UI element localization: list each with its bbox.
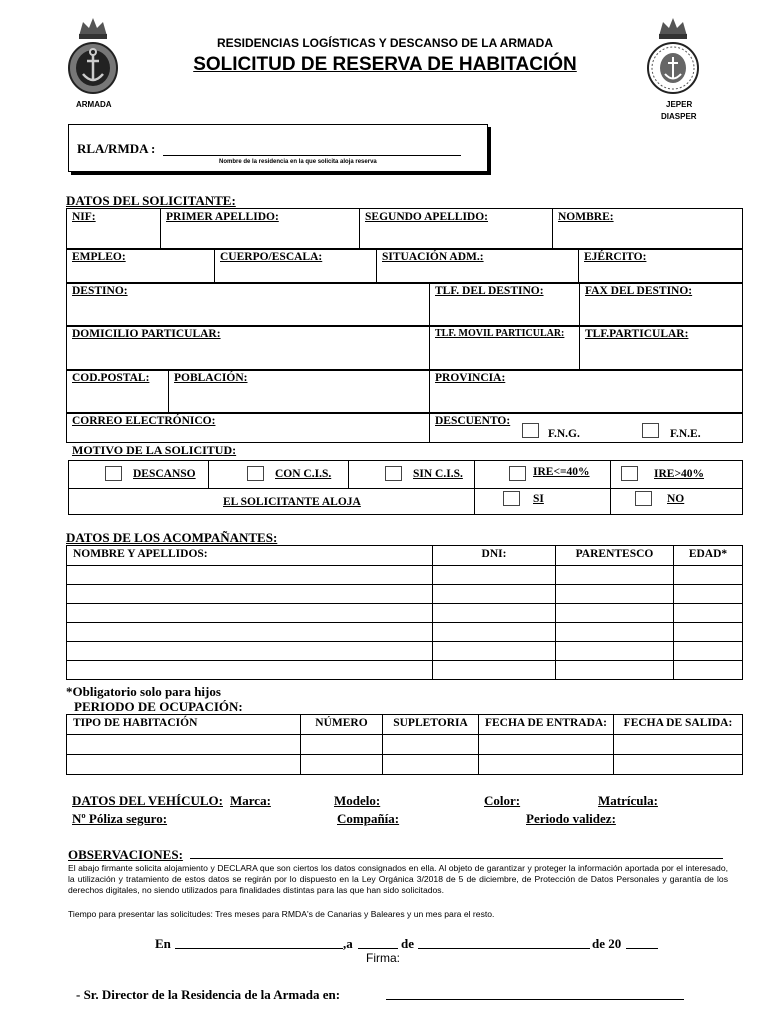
de-label: de xyxy=(401,936,414,951)
hijos-note: *Obligatorio solo para hijos xyxy=(66,684,221,699)
aloja-cell xyxy=(69,489,475,515)
primer-apellido-field[interactable]: PRIMER APELLIDO: xyxy=(161,209,360,250)
table-row xyxy=(67,604,743,623)
solicitante-row4 xyxy=(66,325,743,371)
table-row xyxy=(67,661,743,680)
no-label: NO xyxy=(667,493,685,505)
col-entrada: FECHA DE ENTRADA: xyxy=(479,715,614,735)
table-row xyxy=(67,735,743,755)
matricula-label: Matrícula: xyxy=(598,793,658,808)
ire-gt-checkbox[interactable] xyxy=(621,466,638,481)
a-label: ,a xyxy=(343,936,353,951)
fne-label: F.N.E. xyxy=(670,428,701,440)
rla-hint: Nombre de la residencia en la que solicita aloja reserva xyxy=(219,159,377,165)
sin-cis-cell xyxy=(349,461,475,489)
vehiculo-label: DATOS DEL VEHÍCULO: xyxy=(72,793,223,808)
fne-checkbox[interactable] xyxy=(642,423,659,438)
tiempo-text: Tiempo para presentar las solicitudes: Tres meses para RMDA's de Canarias y Baleares y un mes para el resto. xyxy=(68,909,495,919)
validez-label: Periodo validez: xyxy=(526,811,616,826)
con-cis-cell xyxy=(209,461,349,489)
table-row xyxy=(67,566,743,585)
de20-label: de 20 xyxy=(592,936,622,951)
org-heading: RESIDENCIAS LOGÍSTICAS Y DESCANSO DE LA ARMADA xyxy=(216,36,554,50)
provincia-field[interactable]: PROVINCIA: xyxy=(430,370,743,414)
col-dni: DNI: xyxy=(433,546,556,566)
solicitante-row3 xyxy=(66,282,743,327)
rla-label: RLA/RMDA : xyxy=(77,141,156,156)
marca-label: Marca: xyxy=(230,793,271,808)
ire-le-label: IRE<=40% xyxy=(533,466,590,478)
modelo-label: Modelo: xyxy=(334,793,381,808)
empleo-field[interactable]: EMPLEO: xyxy=(67,249,215,284)
periodo-table xyxy=(66,714,743,775)
ire-le-checkbox[interactable] xyxy=(509,466,526,481)
ire-gt-label: IRE>40% xyxy=(654,468,705,480)
col-parentesco: PARENTESCO xyxy=(556,546,674,566)
con-cis-label: CON C.I.S. xyxy=(275,468,332,480)
fng-checkbox[interactable] xyxy=(522,423,539,438)
observaciones-input[interactable] xyxy=(190,847,723,859)
solicitante-row6 xyxy=(66,412,743,443)
table-row xyxy=(67,642,743,661)
descanso-cell xyxy=(69,461,209,489)
aloja-label: EL SOLICITANTE ALOJA xyxy=(223,496,361,508)
form-title: SOLICITUD DE RESERVA DE HABITACIÓN xyxy=(193,54,577,75)
si-label: SI xyxy=(533,493,544,505)
acompanantes-heading: DATOS DE LOS ACOMPAÑANTES: xyxy=(66,530,278,545)
col-supletoria: SUPLETORIA xyxy=(383,715,479,735)
firma-label: Firma: xyxy=(366,951,400,965)
con-cis-checkbox[interactable] xyxy=(247,466,264,481)
observaciones-label: OBSERVACIONES: xyxy=(68,847,183,862)
ire-gt-cell xyxy=(611,461,743,489)
lugar-input[interactable] xyxy=(175,937,343,949)
compania-label: Compañía: xyxy=(337,811,400,826)
segundo-apellido-field[interactable]: SEGUNDO APELLIDO: xyxy=(360,209,553,250)
jeper-caption: JEPER xyxy=(666,100,693,109)
rla-input[interactable] xyxy=(163,143,461,156)
observaciones-text: El abajo firmante solicita alojamiento y DECLARA que son ciertos los datos consignados en ella. Al objeto de garantizar y proteger la información aportada por el interesado, la utilización y tratamiento de estos datos se regirán por lo dispuesto en la Ley Orgánica 3/2018 de 5 de diciembre, de Protección de Datos Personales y garantía de los derechos digitales, no siendo utilizados para finalidades distintas para las que han sido solicitados. xyxy=(68,863,728,895)
si-checkbox[interactable] xyxy=(503,491,520,506)
correo-field[interactable]: CORREO ELECTRÓNICO: xyxy=(67,413,430,443)
cod-postal-field[interactable]: COD.POSTAL: xyxy=(67,370,169,414)
poblacion-field[interactable]: POBLACIÓN: xyxy=(169,370,430,414)
col-nombre: NOMBRE Y APELLIDOS: xyxy=(67,546,433,566)
nombre-field[interactable]: NOMBRE: xyxy=(553,209,743,250)
motivo-heading: MOTIVO DE LA SOLICITUD: xyxy=(72,443,237,457)
dia-input[interactable] xyxy=(358,937,398,949)
armada-caption: ARMADA xyxy=(76,100,112,109)
descuento-cell xyxy=(430,413,743,443)
cuerpo-field[interactable]: CUERPO/ESCALA: xyxy=(215,249,377,284)
descanso-checkbox[interactable] xyxy=(105,466,122,481)
table-row xyxy=(67,755,743,775)
ire-le-cell xyxy=(475,461,611,489)
descuento-label: DESCUENTO: xyxy=(435,415,511,427)
sin-cis-checkbox[interactable] xyxy=(385,466,402,481)
rla-box xyxy=(68,124,488,172)
tlf-movil-field[interactable]: TLF. MOVIL PARTICULAR: xyxy=(430,326,580,371)
table-row xyxy=(67,623,743,642)
acompanantes-table xyxy=(66,545,743,680)
fax-destino-field[interactable]: FAX DEL DESTINO: xyxy=(580,283,743,327)
table-row xyxy=(67,585,743,604)
sin-cis-label: SIN C.I.S. xyxy=(413,468,463,480)
color-label: Color: xyxy=(484,793,521,808)
anio-input[interactable] xyxy=(626,937,658,949)
aloja-si-cell xyxy=(475,489,611,515)
col-edad: EDAD* xyxy=(674,546,743,566)
solicitante-row5 xyxy=(66,369,743,414)
motivo-table xyxy=(68,460,743,515)
fng-label: F.N.G. xyxy=(548,428,580,440)
no-checkbox[interactable] xyxy=(635,491,652,506)
domicilio-field[interactable]: DOMICILIO PARTICULAR: xyxy=(67,326,430,371)
ejercito-field[interactable]: EJÉRCITO: xyxy=(579,249,743,284)
solicitante-row1 xyxy=(66,208,743,250)
poliza-label: Nº Póliza seguro: xyxy=(72,811,168,826)
situacion-field[interactable]: SITUACIÓN ADM.: xyxy=(377,249,579,284)
tlf-particular-field[interactable]: TLF.PARTICULAR: xyxy=(580,326,743,371)
solicitante-row2 xyxy=(66,248,743,284)
director-label: - Sr. Director de la Residencia de la Armada en: xyxy=(76,987,341,1002)
diasper-caption: DIASPER xyxy=(661,112,697,121)
aloja-no-cell xyxy=(611,489,743,515)
director-input[interactable] xyxy=(386,987,684,1000)
periodo-heading: PERIODO DE OCUPACIÓN: xyxy=(74,699,243,714)
en-label: En xyxy=(155,936,171,951)
col-numero: NÚMERO xyxy=(301,715,383,735)
solicitante-heading: DATOS DEL SOLICITANTE: xyxy=(66,193,236,208)
col-tipo: TIPO DE HABITACIÓN xyxy=(67,715,301,735)
col-salida: FECHA DE SALIDA: xyxy=(614,715,743,735)
destino-field[interactable]: DESTINO: xyxy=(67,283,430,327)
mes-input[interactable] xyxy=(418,937,590,949)
descanso-label: DESCANSO xyxy=(133,468,196,480)
nif-field[interactable]: NIF: xyxy=(67,209,161,250)
tlf-destino-field[interactable]: TLF. DEL DESTINO: xyxy=(430,283,580,327)
